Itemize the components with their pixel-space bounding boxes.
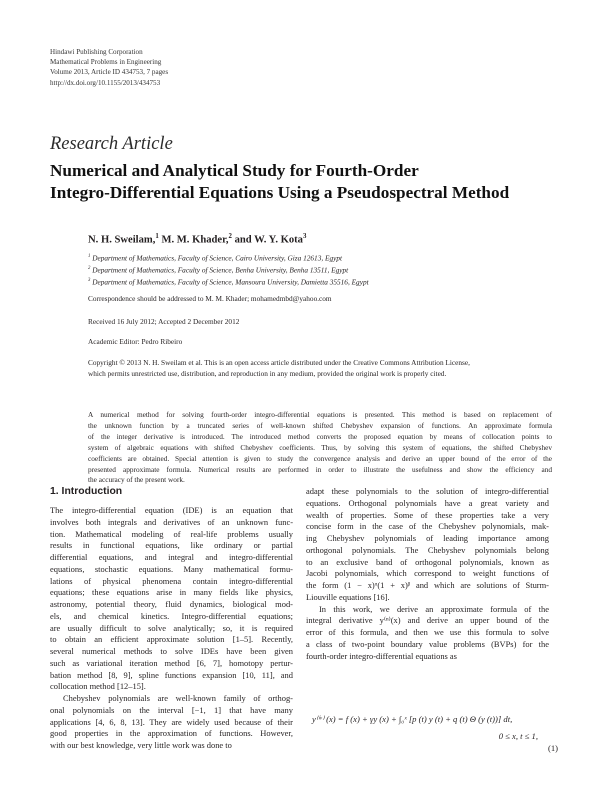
abstract-line: coefficients are obtained. Special attention is given to study the convergence analysis and derive an upper bound of the error of the: [88, 453, 552, 463]
intro-paragraph-3: [306, 486, 549, 604]
abstract-line: A numerical method for solving fourth-order integro-differential equations is presented. This method is based on replacement of: [88, 410, 552, 419]
author-name: and W. Y. Kota: [234, 234, 303, 246]
text-line: lations of physical phenomena contain integro-differential: [50, 575, 293, 586]
text-line: involves both integrals and derivatives of an unknown func-: [50, 516, 293, 527]
affiliation: $^1$ Department of Mathematics, Faculty of Science, Cairo University, Giza 12613, Egypt: [88, 253, 343, 263]
received-dates: Received 16 July 2012; Accepted 2 December 2012: [88, 317, 240, 326]
text-line: adapt these polynomials to the solution of integro-differential: [306, 486, 549, 496]
journal-name: Mathematical Problems in Engineering: [50, 58, 162, 67]
equation-1: [306, 714, 558, 755]
copyright-line: which permits unrestricted use, distribution, and reproduction in any medium, provided the original work is properly cited.: [88, 369, 447, 378]
academic-editor: Academic Editor: Pedro Ribeiro: [88, 337, 183, 346]
paper-title: [50, 160, 509, 204]
text-line: differential equations, and integral and integro-differential: [50, 552, 293, 562]
abstract-line: the unknown function by a truncated series of well-known shifted Chebyshev expansion of functions. An approximate formula: [88, 420, 552, 430]
equation-body: y⁽ⁱᵛ⁾ (x) = f (x) + γy (x) + ∫₀ˣ [p (t) y (t) + q (t) Θ (y (t))] dt,: [312, 714, 513, 724]
text-line: results in functional equations, like ordinary or partial: [50, 540, 293, 551]
author-name: M. M. Khader,: [161, 234, 229, 246]
text-line: a class of two-point boundary value problems (BVPs) for the: [306, 638, 549, 649]
publisher: Hindawi Publishing Corporation: [50, 48, 143, 56]
text-line: equations; these equations arise in many fields like physics,: [50, 587, 293, 598]
text-line: astronomy, potential theory, fluid dynamics, biological mod-: [50, 599, 293, 609]
text-line: orthogonal polynomials. The Chebyshev polynomials belong: [306, 544, 549, 555]
text-line: such as variational iteration method [6, 7], homotopy pertur-: [50, 657, 293, 668]
text-line: collocation method [12–15].: [50, 681, 146, 692]
author-list: [88, 233, 306, 246]
text-line: els, and chemical kinetics. Integro-differential equations;: [50, 610, 293, 621]
equation-condition: 0 ≤ x, t ≤ 1,: [498, 731, 538, 741]
text-line: ing Chebyshev polynomials of leading importance among: [306, 533, 549, 543]
intro-paragraph-4: [306, 604, 549, 663]
abstract: [88, 410, 552, 486]
affiliations: [88, 252, 558, 287]
text-line: error of this formula, and then we use this formula to solve: [306, 627, 549, 637]
volume-info: Volume 2013, Article ID 434753, 7 pages: [50, 68, 169, 77]
title-line: Numerical and Analytical Study for Fourth-Order: [50, 161, 419, 180]
text-line: the form (1 − x)ᵅ(1 + x)ᵝ and which are solutions of Sturm-: [306, 580, 549, 590]
text-line: onal polynomials on the interval [−1, 1] that have many: [50, 704, 293, 715]
text-line: integral derivative y⁽ⁿ⁾(x) and derive an upper bound of the: [306, 615, 549, 626]
section-heading: 1. Introduction: [50, 486, 123, 497]
title-line: Integro-Differential Equations Using a Pseudospectral Method: [50, 183, 510, 202]
author-sup: 2: [228, 233, 232, 240]
text-line: Liouville equations [16].: [306, 591, 390, 602]
text-line: are usually difficult to solve analytically; so, it is required: [50, 622, 293, 633]
abstract-line: the accuracy of the present work.: [88, 475, 185, 485]
equation-number: (1): [547, 743, 558, 753]
text-line: tion. Mathematical modeling of real-life problems usually: [50, 528, 293, 539]
left-column: [50, 486, 293, 752]
intro-paragraph-2: [50, 693, 293, 752]
author-sup: 1: [155, 233, 159, 240]
text-line: to an exclusive band of orthogonal polynomials, known as: [306, 556, 549, 567]
abstract-line: system of algebraic equations with shifted Chebyshev coefficients. Thus, by solving this system of equations, the shifted Chebyshev: [88, 442, 552, 452]
text-line: wealth of properties. Some of these properties take a very: [306, 509, 549, 520]
text-line: applications [4, 6, 8, 13]. They are widely used because of their: [50, 716, 293, 727]
abstract-line: presented approximate formula. Numerical results are performed in order to illustrate the usefulness and show the efficiency and: [88, 464, 552, 474]
right-column: [306, 486, 549, 662]
affiliation: $^2$ Department of Mathematics, Faculty of Science, Benha University, Benha 13511, Egypt: [88, 265, 349, 275]
author-name: N. H. Sweilam,: [88, 234, 156, 246]
doi-link[interactable]: http://dx.doi.org/10.1155/2013/434753: [50, 78, 161, 87]
abstract-line: of the integer derivative is introduced. The introduced method converts the proposed equation by means of collocation points to: [88, 431, 552, 441]
text-line: good properties in the approximation of functions. However,: [50, 728, 293, 739]
article-type: Research Article: [50, 134, 173, 154]
text-line: equations, stochastic equations. Many mathematical formu-: [50, 563, 293, 574]
correspondence: Correspondence should be addressed to M. M. Khader; mohamedmbd@yahoo.com: [88, 294, 332, 303]
text-line: fourth-order integro-differential equations as: [306, 650, 457, 661]
text-line: with our best knowledge, very little work was done to: [50, 740, 232, 750]
text-line: several numerical methods to solve IDEs have been given: [50, 646, 293, 656]
text-line: The integro-differential equation (IDE) is an equation that: [50, 505, 293, 515]
text-line: In this work, we derive an approximate formula of the: [319, 603, 549, 614]
affiliation: $^3$ Department of Mathematics, Faculty of Science, Mansoura University, Damietta 35516, Egypt: [88, 277, 369, 287]
text-line: bation method [8, 9], spline functions expansion [10, 11], and: [50, 669, 293, 680]
copyright-line: Copyright © 2013 N. H. Sweilam et al. This is an open access article distributed under the Creative Commons Attribution License,: [88, 358, 470, 367]
text-line: equations. Orthogonal polynomials have a great variety and: [306, 497, 549, 508]
author-sup: 3: [302, 233, 307, 240]
text-line: Jacobi polynomials, which correspond to weight functions of: [306, 568, 549, 579]
journal-header: [50, 47, 168, 88]
intro-paragraph-1: [50, 505, 293, 693]
text-line: concise form in the case of the Chebyshev polynomials, mak-: [306, 521, 549, 532]
text-line: Chebyshev polynomials are well-known family of orthog-: [63, 693, 293, 703]
copyright-notice: [88, 357, 558, 379]
text-line: to obtain an efficient approximate solution [1–5]. Recently,: [50, 634, 293, 645]
